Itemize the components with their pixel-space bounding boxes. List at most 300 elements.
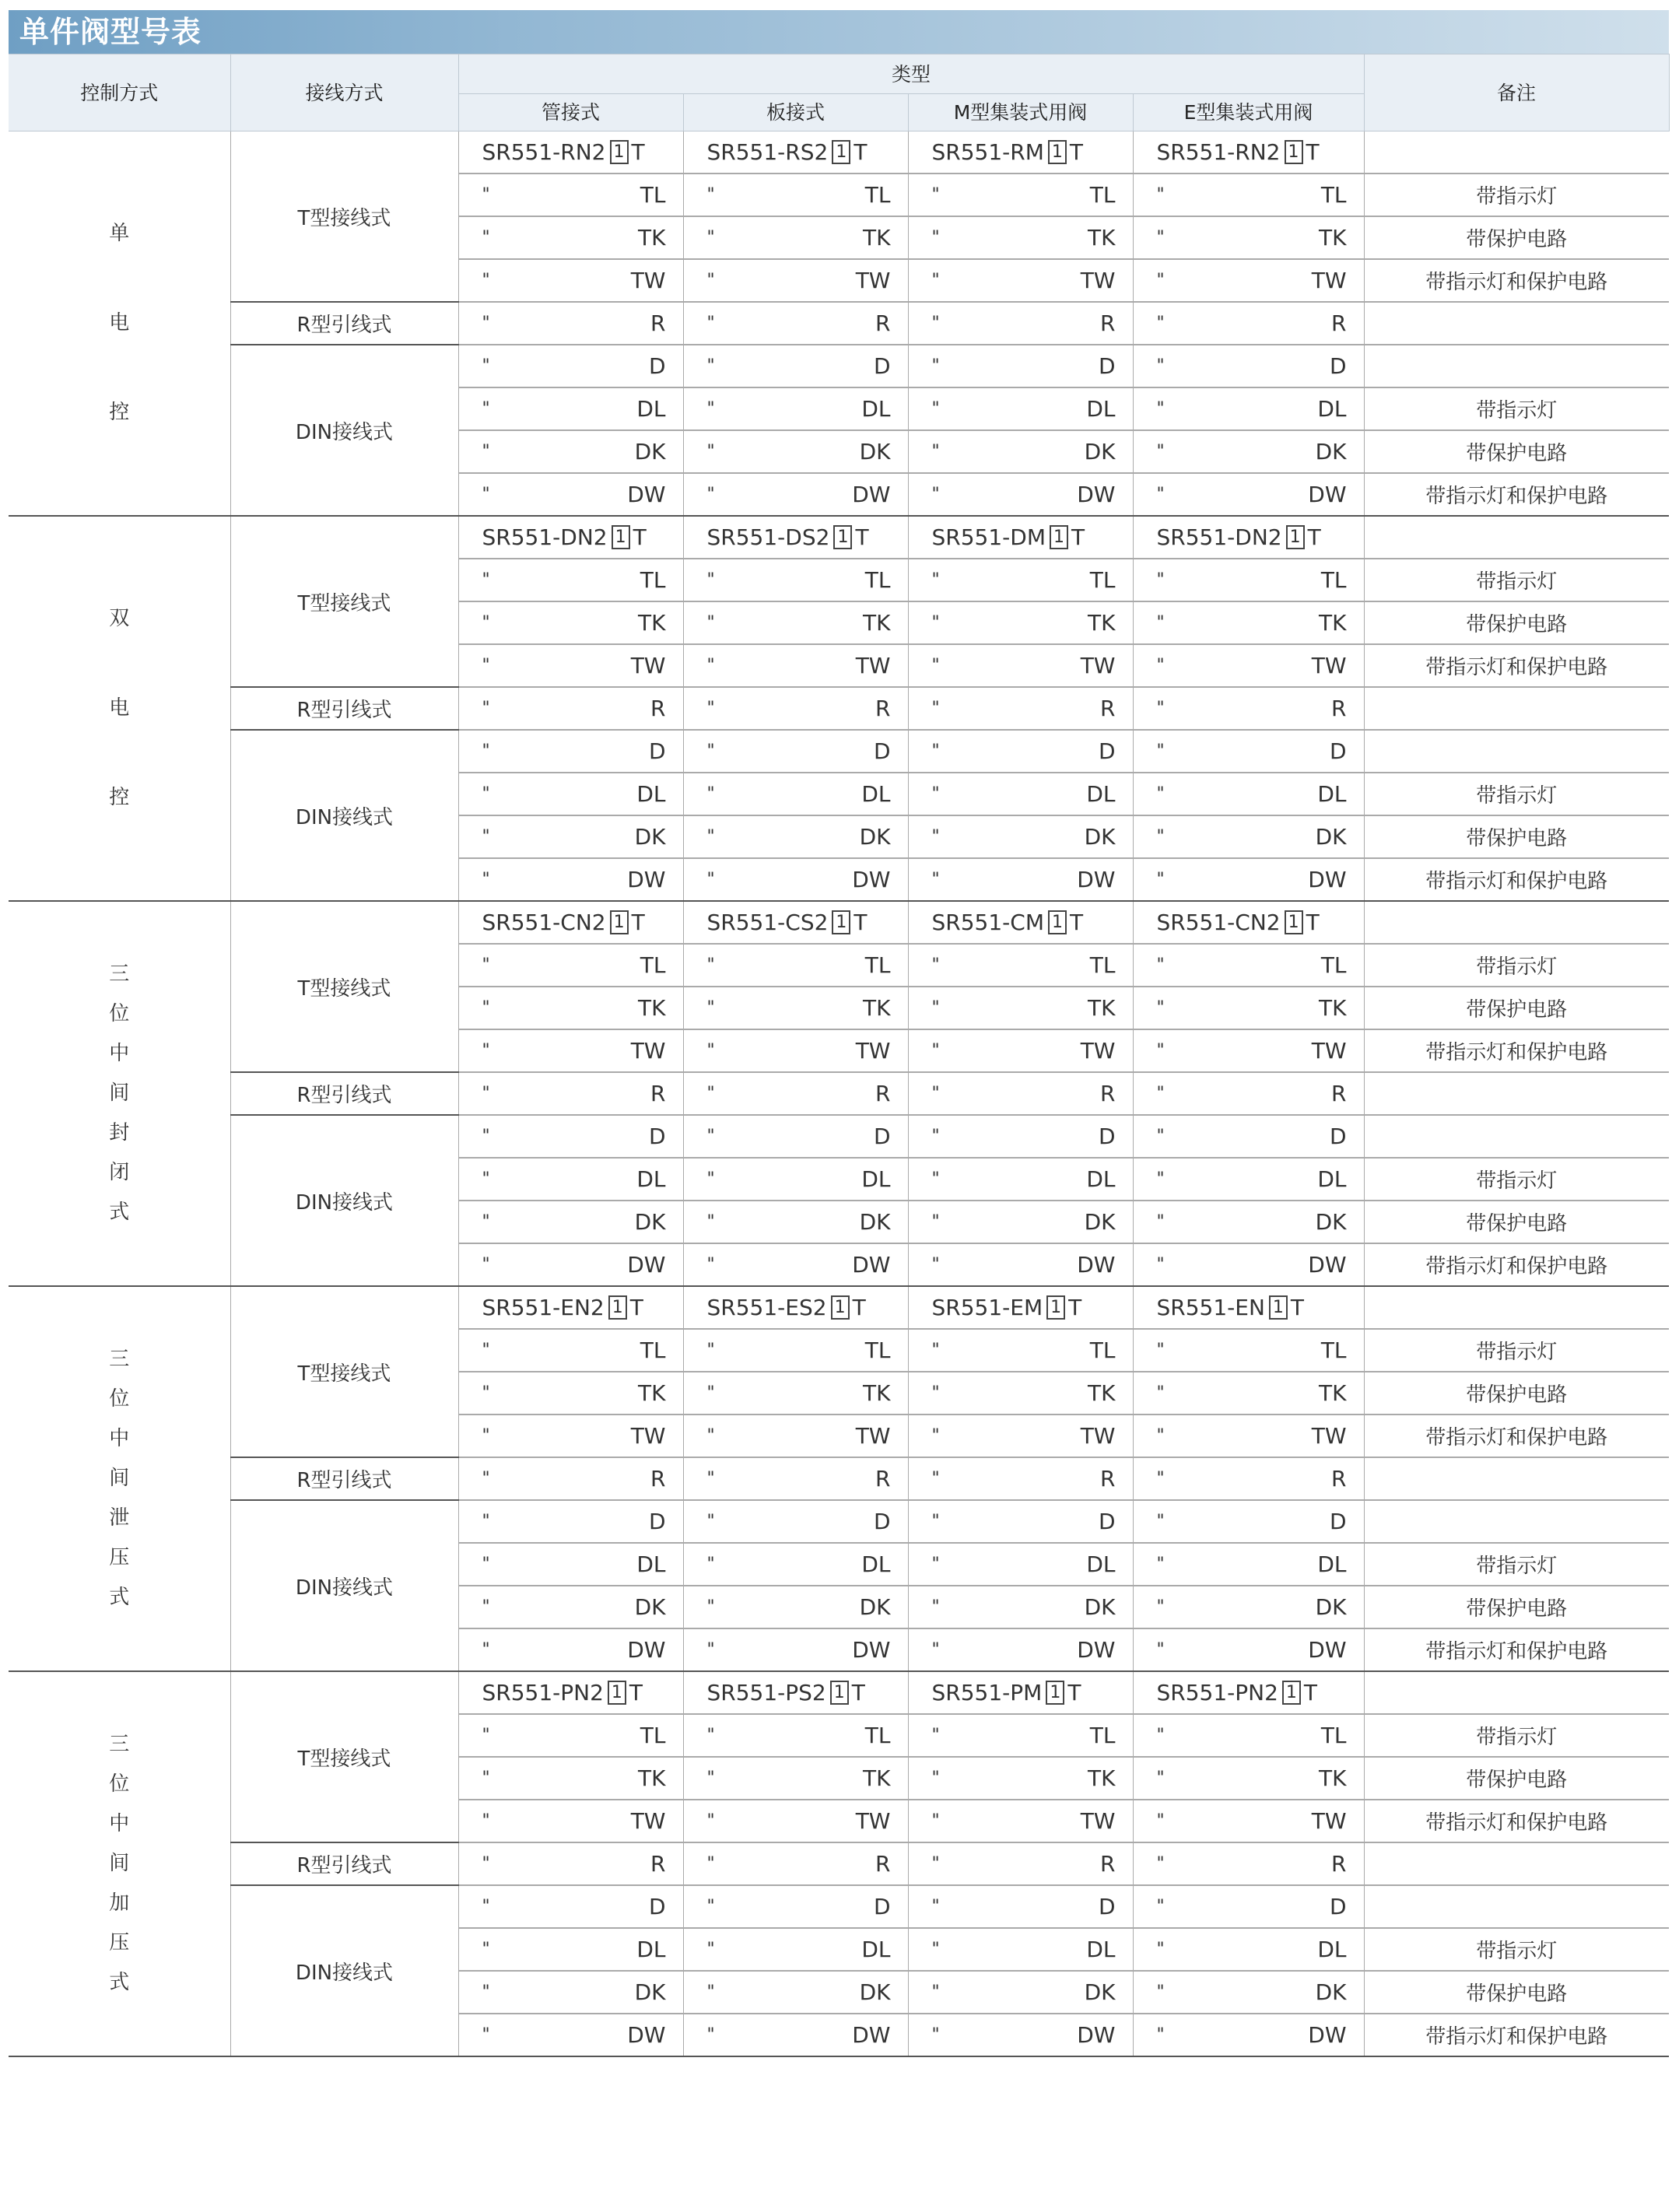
model-cell [683,559,908,601]
model-suffix: TL [1320,1723,1347,1748]
ditto-mark: " [931,955,940,975]
model-suffix: D [873,1124,891,1149]
note-cell: 带指示灯 [1364,1543,1669,1586]
model-suffix: D [648,353,666,379]
model-cell [458,1457,683,1500]
ditto-mark: " [706,185,715,205]
model-cell [683,730,908,773]
control-method-char: 式 [109,1971,130,1994]
model-cell [1133,1543,1364,1586]
model-prefix: SR551-PS2 [706,1680,826,1705]
model-cell [458,516,683,559]
control-method-char: 式 [109,1201,130,1224]
wiring-method-cell: R型引线式 [230,1842,458,1885]
model-cell [908,1800,1133,1842]
page-title: 单件阀型号表 [9,10,1669,54]
ditto-mark: " [931,1127,940,1146]
ditto-mark: " [1156,1341,1165,1360]
table-row [9,1842,1669,1885]
model-cell [1133,1800,1364,1842]
ditto-mark: " [482,870,490,889]
control-method-char: 封 [109,1121,130,1145]
model-suffix: D [873,353,891,379]
model-suffix: TK [1088,225,1116,251]
model-cell [458,174,683,216]
ditto-mark: " [706,699,715,718]
model-suffix: DW [627,2022,666,2048]
ditto-mark: " [1156,570,1165,590]
ditto-mark: " [482,1854,490,1874]
model-suffix: TK [863,1765,891,1791]
model-suffix: DK [1315,1594,1347,1620]
model-cell [458,1372,683,1414]
model-number [909,910,1133,935]
note-cell [1364,1286,1669,1329]
model-cell [1133,901,1364,944]
model-suffix: R [875,1081,891,1106]
model-suffix: DW [627,482,666,507]
model-cell [1133,1414,1364,1457]
note-cell: 带指示灯和保护电路 [1364,473,1669,516]
model-suffix: DL [861,1937,891,1962]
ditto-mark: " [1156,1640,1165,1660]
control-method-char: 三 [109,1733,130,1756]
model-cell [908,1457,1133,1500]
model-prefix: SR551-RM [931,139,1044,165]
model-cell [1133,773,1364,815]
model-cell [683,773,908,815]
model-cell [1133,473,1364,516]
model-cell [1133,815,1364,858]
ditto-mark: " [482,1383,490,1403]
note-cell [1364,516,1669,559]
model-cell [1133,1757,1364,1800]
ditto-mark: " [1156,1084,1165,1103]
model-cell [683,1158,908,1201]
model-cell [458,1329,683,1372]
model-cell [1133,858,1364,901]
note-cell: 带保护电路 [1364,987,1669,1029]
model-prefix: SR551-CS2 [706,910,829,935]
control-method-char: 间 [109,1852,130,1875]
model-tail: T [855,524,869,550]
model-suffix: D [873,738,891,764]
ditto-mark: " [1156,1811,1165,1831]
model-suffix: DL [1317,1937,1347,1962]
model-number [459,524,683,550]
wiring-method-cell: R型引线式 [230,1072,458,1115]
model-suffix: TL [864,952,891,978]
model-suffix: D [873,1509,891,1534]
ditto-mark: " [482,185,490,205]
model-cell [683,430,908,473]
wiring-method-cell: DIN接线式 [230,730,458,901]
model-suffix: D [648,1509,666,1534]
model-prefix: SR551-EN2 [482,1295,605,1320]
model-suffix: D [873,1894,891,1919]
model-cell [1133,131,1364,174]
ditto-mark: " [482,1555,490,1574]
ditto-mark: " [931,570,940,590]
model-cell [1133,216,1364,259]
model-suffix: TW [1080,1808,1116,1834]
model-cell [908,559,1133,601]
model-cell [908,1201,1133,1243]
ditto-mark: " [482,271,490,290]
model-number [1134,910,1364,935]
note-cell: 带指示灯 [1364,174,1669,216]
model-cell [908,1158,1133,1201]
note-cell: 带指示灯 [1364,1329,1669,1372]
note-cell [1364,730,1669,773]
model-tail: T [629,1680,643,1705]
ditto-mark: " [482,998,490,1018]
ditto-mark: " [706,1426,715,1446]
model-cell [458,1543,683,1586]
model-prefix: SR551-PN2 [482,1680,604,1705]
ditto-mark: " [1156,741,1165,761]
ditto-mark: " [931,656,940,675]
option-box: 1 [610,140,629,164]
ditto-mark: " [931,1426,940,1446]
model-cell [458,1243,683,1286]
model-cell [908,1543,1133,1586]
ditto-mark: " [931,1084,940,1103]
control-method-label [9,574,230,843]
ditto-mark: " [931,1341,940,1360]
control-method-char: 泄 [109,1506,130,1530]
model-suffix: DK [859,1979,891,2005]
model-cell [908,1757,1133,1800]
ditto-mark: " [1156,356,1165,376]
note-cell: 带保护电路 [1364,601,1669,644]
ditto-mark: " [482,827,490,847]
wiring-method-cell: T型接线式 [230,1286,458,1457]
model-suffix: TK [638,610,666,636]
ditto-mark: " [706,1640,715,1660]
model-prefix: SR551-RN2 [482,139,606,165]
note-cell: 带指示灯 [1364,1928,1669,1971]
ditto-mark: " [706,1769,715,1788]
ditto-mark: " [482,741,490,761]
model-suffix: TW [1311,1423,1347,1449]
ditto-mark: " [1156,613,1165,633]
control-method-char: 三 [109,1348,130,1371]
model-suffix: TK [863,225,891,251]
model-suffix: D [1329,1894,1347,1919]
model-cell [908,387,1133,430]
model-cell [908,1500,1133,1543]
model-number [684,524,908,550]
model-cell [683,2014,908,2056]
ditto-mark: " [482,1597,490,1617]
model-cell [458,730,683,773]
note-cell: 带保护电路 [1364,1971,1669,2014]
ditto-mark: " [1156,699,1165,718]
model-cell [458,1928,683,1971]
model-suffix: R [650,1466,666,1492]
control-method-char: 压 [109,1546,130,1569]
ditto-mark: " [1156,1255,1165,1274]
model-tail: T [851,1680,865,1705]
ditto-mark: " [931,1383,940,1403]
model-number [909,524,1133,550]
ditto-mark: " [482,1640,490,1660]
model-cell [908,1414,1133,1457]
ditto-mark: " [931,1469,940,1488]
ditto-mark: " [482,784,490,804]
table-row [9,1500,1669,1543]
model-cell [458,815,683,858]
model-cell [1133,1029,1364,1072]
model-number [684,1295,908,1320]
note-cell: 带指示灯和保护电路 [1364,1414,1669,1457]
control-method-cell [9,901,230,1286]
ditto-mark: " [1156,2025,1165,2045]
model-cell [683,901,908,944]
model-cell [1133,345,1364,387]
model-cell [458,944,683,987]
header-type-m-manifold: M型集装式用阀 [908,94,1133,131]
model-cell [458,1586,683,1628]
model-cell [683,259,908,302]
note-cell [1364,345,1669,387]
model-cell [908,1671,1133,1714]
option-box: 1 [833,525,852,549]
model-number [684,1680,908,1705]
ditto-mark: " [482,1769,490,1788]
table-row [9,1457,1669,1500]
model-suffix: TL [640,1337,666,1363]
model-tail: T [852,1295,866,1320]
table-row [9,131,1669,174]
model-suffix: R [1331,1081,1347,1106]
table-row [9,1885,1669,1928]
wiring-method-cell: DIN接线式 [230,1115,458,1286]
model-cell [1133,644,1364,687]
ditto-mark: " [482,1469,490,1488]
model-cell [908,1971,1133,2014]
option-box: 1 [830,1681,849,1705]
model-suffix: R [650,310,666,336]
model-cell [458,559,683,601]
model-number [909,139,1133,165]
model-suffix: TW [855,268,891,293]
ditto-mark: " [931,1854,940,1874]
model-suffix: D [648,1124,666,1149]
ditto-mark: " [931,1811,940,1831]
ditto-mark: " [931,1212,940,1232]
model-prefix: SR551-EM [931,1295,1043,1320]
model-suffix: DW [852,482,891,507]
header-row [9,54,1669,94]
note-cell: 带指示灯 [1364,387,1669,430]
model-cell [458,1201,683,1243]
model-number [459,1680,683,1705]
model-cell [1133,2014,1364,2056]
model-number [684,910,908,935]
table-row [9,1671,1669,1714]
model-suffix: R [1100,696,1116,721]
ditto-mark: " [706,570,715,590]
ditto-mark: " [706,741,715,761]
model-cell [908,516,1133,559]
ditto-mark: " [1156,998,1165,1018]
model-cell [908,259,1133,302]
model-suffix: TW [1311,653,1347,678]
note-cell: 带指示灯 [1364,944,1669,987]
model-cell [458,216,683,259]
option-box: 1 [608,1681,626,1705]
model-cell [1133,1928,1364,1971]
model-suffix: DL [1086,781,1116,807]
control-method-char: 三 [109,962,130,986]
note-cell: 带指示灯和保护电路 [1364,644,1669,687]
note-cell: 带保护电路 [1364,815,1669,858]
ditto-mark: " [482,485,490,504]
model-suffix: TK [863,995,891,1021]
ditto-mark: " [706,1982,715,2002]
model-cell [1133,1286,1364,1329]
ditto-mark: " [1156,870,1165,889]
model-tail: T [631,910,645,935]
control-method-char: 位 [109,1772,130,1796]
control-method-char: 间 [109,1467,130,1490]
model-cell [458,858,683,901]
header-type-plate: 板接式 [683,94,908,131]
note-cell: 带保护电路 [1364,1586,1669,1628]
model-suffix: DL [636,781,666,807]
ditto-mark: " [706,870,715,889]
model-cell [1133,601,1364,644]
model-suffix: D [1098,353,1116,379]
model-suffix: TW [630,268,666,293]
model-suffix: TK [1319,1765,1347,1791]
model-cell [683,1671,908,1714]
model-tail: T [1306,910,1320,935]
model-cell [1133,1842,1364,1885]
model-cell [683,1414,908,1457]
wiring-method-cell: T型接线式 [230,516,458,687]
wiring-method-cell: DIN接线式 [230,1500,458,1671]
ditto-mark: " [1156,1383,1165,1403]
model-suffix: R [875,310,891,336]
model-tail: T [629,1295,643,1320]
model-tail: T [631,139,645,165]
ditto-mark: " [1156,1127,1165,1146]
model-cell [1133,1243,1364,1286]
ditto-mark: " [706,1341,715,1360]
model-cell [683,1628,908,1671]
model-suffix: D [1329,1509,1347,1534]
ditto-mark: " [1156,228,1165,247]
model-suffix: TL [1320,1337,1347,1363]
model-suffix: DL [636,1551,666,1577]
model-cell [908,1628,1133,1671]
model-cell [908,345,1133,387]
model-suffix: TK [1088,1380,1116,1406]
ditto-mark: " [1156,1426,1165,1446]
note-cell: 带指示灯 [1364,1714,1669,1757]
model-suffix: D [648,738,666,764]
model-suffix: DW [852,1637,891,1663]
header-type-pipe: 管接式 [458,94,683,131]
ditto-mark: " [1156,271,1165,290]
model-prefix: SR551-PM [931,1680,1043,1705]
model-cell [458,1714,683,1757]
ditto-mark: " [482,1169,490,1189]
ditto-mark: " [706,356,715,376]
model-tail: T [1307,524,1321,550]
ditto-mark: " [1156,1169,1165,1189]
ditto-mark: " [482,442,490,461]
model-cell [458,1158,683,1201]
model-suffix: DL [1317,1551,1347,1577]
model-suffix: TW [1311,1038,1347,1064]
control-method-char: 位 [109,1002,130,1025]
ditto-mark: " [931,1041,940,1060]
model-cell [908,773,1133,815]
note-cell: 带指示灯和保护电路 [1364,259,1669,302]
model-cell [908,1885,1133,1928]
table-row [9,1072,1669,1115]
option-box: 1 [610,910,629,934]
option-box: 1 [1286,525,1305,549]
header-type-e-manifold: E型集装式用阀 [1133,94,1364,131]
control-method-char: 位 [109,1387,130,1411]
model-suffix: R [1100,1081,1116,1106]
ditto-mark: " [706,613,715,633]
ditto-mark: " [482,1041,490,1060]
ditto-mark: " [706,442,715,461]
ditto-mark: " [931,784,940,804]
ditto-mark: " [706,228,715,247]
control-method-cell [9,1286,230,1671]
option-box: 1 [832,140,850,164]
ditto-mark: " [482,699,490,718]
ditto-mark: " [706,1555,715,1574]
note-cell: 带保护电路 [1364,430,1669,473]
model-cell [1133,516,1364,559]
ditto-mark: " [706,1469,715,1488]
model-cell [908,644,1133,687]
control-method-char: 闭 [109,1161,130,1184]
model-cell [1133,1586,1364,1628]
ditto-mark: " [931,185,940,205]
model-suffix: DL [861,396,891,422]
ditto-mark: " [482,1897,490,1916]
model-tail: T [1067,1680,1081,1705]
model-suffix: TW [630,1808,666,1834]
model-prefix: SR551-ES2 [706,1295,827,1320]
model-cell [683,1243,908,1286]
table-row [9,302,1669,345]
model-suffix: D [1098,738,1116,764]
control-method-label [9,189,230,457]
model-suffix: DW [1308,867,1347,892]
ditto-mark: " [1156,1982,1165,2002]
model-suffix: DL [636,1937,666,1962]
model-suffix: R [1331,310,1347,336]
model-cell [1133,1500,1364,1543]
option-box: 1 [1282,1681,1301,1705]
control-method-char: 间 [109,1081,130,1105]
ditto-mark: " [931,399,940,419]
ditto-mark: " [482,1982,490,2002]
model-suffix: DK [634,1979,666,2005]
control-method-label [9,1725,230,2003]
model-number [1134,524,1364,550]
